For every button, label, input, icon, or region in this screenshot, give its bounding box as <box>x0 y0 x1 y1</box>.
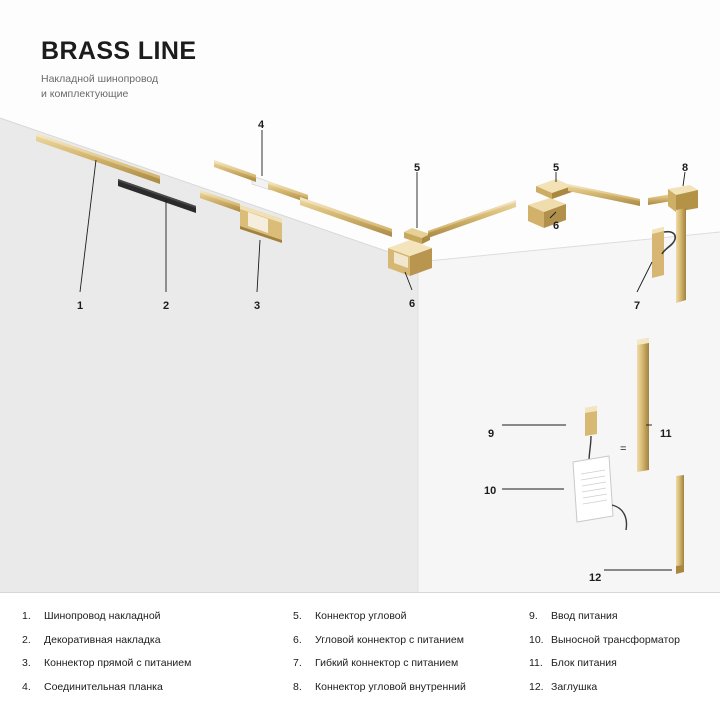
right-wall-surface <box>418 232 720 592</box>
legend-item-label: Декоративная накладка <box>44 633 161 646</box>
legend-item <box>22 610 285 623</box>
legend-item <box>22 681 285 694</box>
legend-item <box>293 634 521 647</box>
callout-11: 11 <box>660 428 672 440</box>
callout-7: 7 <box>634 300 641 312</box>
legend-item <box>529 610 690 623</box>
callout-6a: 6 <box>409 298 416 310</box>
equals-sign: = <box>620 443 627 455</box>
callout-5b: 5 <box>553 162 560 174</box>
callout-10: 10 <box>484 485 497 497</box>
legend-item-number: 11. <box>529 657 543 670</box>
callout-2: 2 <box>163 300 170 312</box>
page-subtitle: Накладной шинопровод и комплектующие <box>41 73 159 101</box>
legend-columns <box>22 610 698 704</box>
legend-item-label: Коннектор угловой внутренний <box>315 680 466 693</box>
legend-item-number: 7. <box>293 657 302 670</box>
callout-4: 4 <box>258 119 265 131</box>
legend-item <box>529 657 690 670</box>
legend-column-1 <box>22 610 293 704</box>
legend-item-label: Угловой коннектор с питанием <box>315 633 464 646</box>
legend-item <box>293 681 521 694</box>
internal-angle-connector-8 <box>668 185 698 212</box>
legend-item <box>293 657 521 670</box>
callout-5a: 5 <box>414 162 421 174</box>
callout-1: 1 <box>77 300 84 312</box>
legend-column-2 <box>293 610 529 704</box>
legend-item-label: Шинопровод накладной <box>44 610 161 622</box>
callout-12: 12 <box>589 572 602 584</box>
legend-item-label: Коннектор прямой с питанием <box>44 657 192 670</box>
title-block <box>41 38 196 103</box>
callout-3: 3 <box>254 300 261 312</box>
callout-8: 8 <box>682 162 689 174</box>
legend-item <box>529 681 690 694</box>
legend-item <box>293 610 521 623</box>
power-supply-11 <box>637 338 649 472</box>
legend-item-number: 1. <box>22 610 31 622</box>
legend-item-number: 6. <box>293 633 302 646</box>
legend-item <box>22 634 285 647</box>
legend-item-label: Коннектор угловой <box>315 610 407 622</box>
legend-item-number: 5. <box>293 610 302 622</box>
legend-item-label: Заглушка <box>551 680 598 693</box>
legend-item <box>529 634 690 647</box>
legend-item-number: 4. <box>22 680 31 693</box>
legend-item-number: 2. <box>22 633 31 646</box>
legend-item-number: 3. <box>22 657 31 670</box>
legend-item-label: Блок питания <box>551 657 617 670</box>
legend-item-number: 9. <box>529 610 538 622</box>
legend-item-number: 8. <box>293 680 302 693</box>
legend-item <box>22 657 285 670</box>
track-segment-wall-vertical <box>676 208 686 303</box>
legend-item-number: 10. <box>529 633 544 646</box>
callout-6b: 6 <box>553 220 560 232</box>
legend-item-label: Ввод питания <box>551 610 618 622</box>
legend <box>0 592 720 720</box>
legend-column-3 <box>529 610 698 704</box>
end-cap-12 <box>676 475 684 574</box>
page-title: BRASS LINE <box>41 37 197 65</box>
legend-item-label: Соединительная планка <box>44 680 163 693</box>
legend-item-label: Выносной трансформатор <box>551 633 680 646</box>
legend-item-number: 12. <box>529 680 544 693</box>
callout-9: 9 <box>488 428 495 440</box>
legend-item-label: Гибкий коннектор с питанием <box>315 657 459 670</box>
